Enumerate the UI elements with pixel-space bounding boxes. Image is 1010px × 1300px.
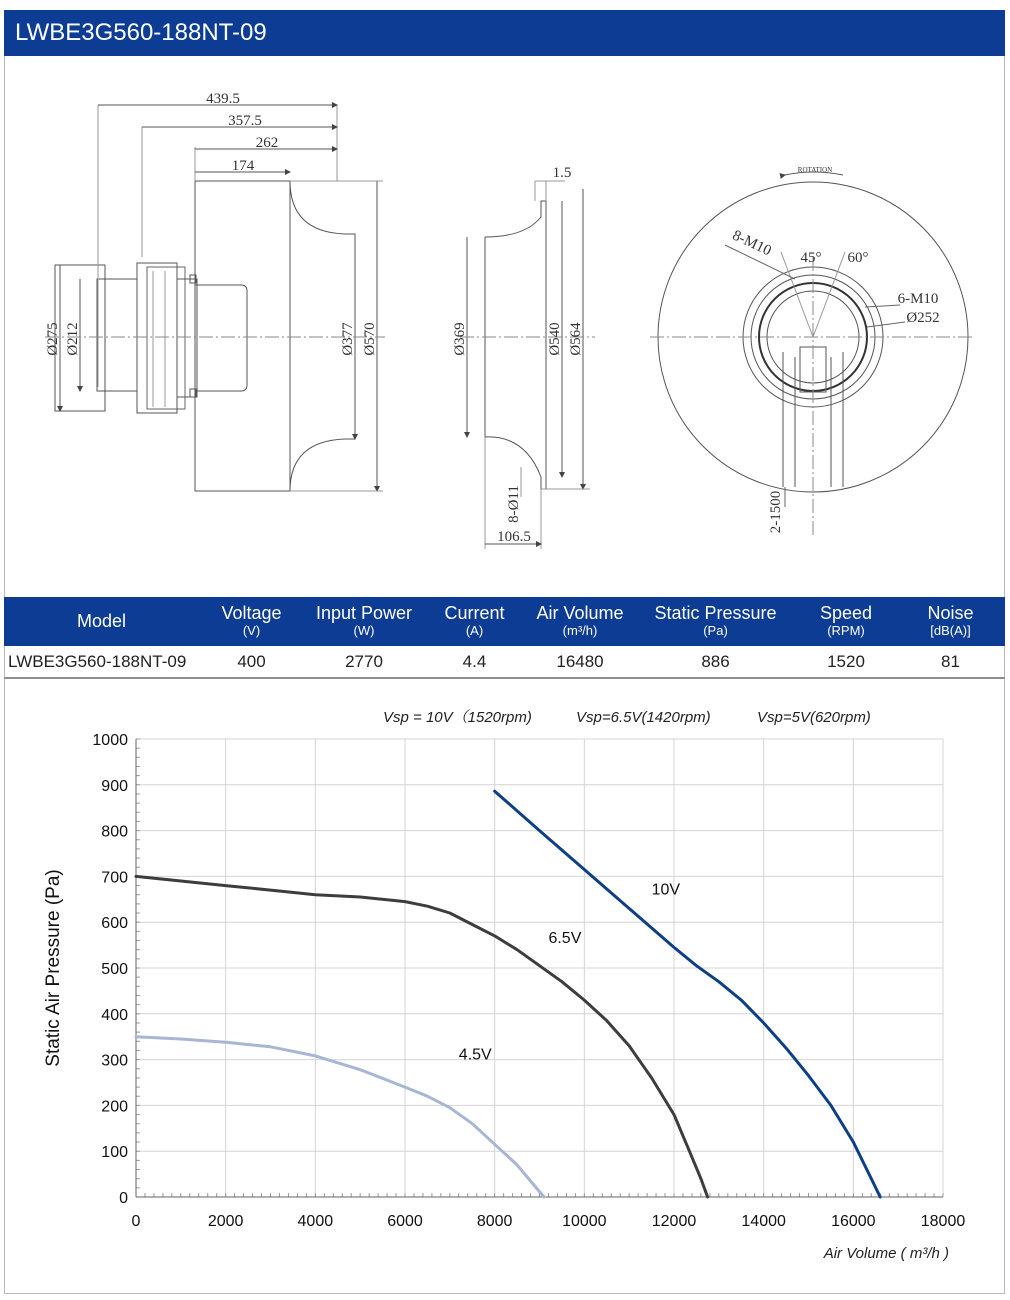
header-static-pressure: Static Pressure (Pa) xyxy=(654,603,777,638)
y-tick-label: 500 xyxy=(101,961,128,978)
y-tick-label: 700 xyxy=(101,869,128,887)
dim-1-5: 1.5 xyxy=(552,165,572,181)
y-tick-label: 100 xyxy=(101,1144,128,1162)
header-current: Current (A) xyxy=(444,603,505,638)
y-tick-label: 600 xyxy=(101,915,128,933)
series-label-6-5v: 6.5V xyxy=(548,929,582,947)
dim-2-1500: 2-1500 xyxy=(768,490,784,534)
spec-table xyxy=(4,597,1005,679)
rotation-label: ROTATION xyxy=(797,166,833,174)
cell-voltage: 400 xyxy=(237,651,266,671)
dim-570: Ø570 xyxy=(362,322,378,356)
header-model: Model xyxy=(76,611,127,631)
x-tick-label: 10000 xyxy=(562,1213,607,1230)
dim-252: Ø252 xyxy=(906,310,940,326)
y-tick-label: 1000 xyxy=(92,732,128,749)
dim-369: Ø369 xyxy=(452,322,468,356)
y-tick-label: 200 xyxy=(101,1098,128,1116)
table-row xyxy=(4,646,1005,678)
legend-5v: Vsp=5V(620rpm) xyxy=(757,709,871,726)
y-tick-label: 300 xyxy=(101,1052,128,1070)
spec-table-header xyxy=(4,597,1005,646)
legend-10v: Vsp = 10V（1520rpm) xyxy=(383,709,532,726)
y-tick-label: 900 xyxy=(101,777,128,795)
dim-60-deg: 60° xyxy=(847,250,869,266)
x-tick-label: 4000 xyxy=(297,1213,334,1230)
legend-6-5v: Vsp=6.5V(1420rpm) xyxy=(576,709,711,726)
dim-357-5: 357.5 xyxy=(228,113,262,129)
page-title: LWBE3G560-188NT-09 xyxy=(4,10,1005,56)
header-input-power: Input Power (W) xyxy=(315,603,413,638)
series-label-4-5v: 4.5V xyxy=(458,1046,492,1064)
dim-174: 174 xyxy=(231,158,255,174)
cell-input-power: 2770 xyxy=(345,651,383,671)
cell-static-pressure: 886 xyxy=(701,651,730,671)
y-tick-label: 400 xyxy=(101,1006,128,1024)
header-noise: Noise [dB(A)] xyxy=(927,603,974,638)
dim-275: Ø275 xyxy=(45,322,61,356)
cell-air-volume: 16480 xyxy=(556,651,604,671)
dim-8-11: 8-Ø11 xyxy=(506,485,522,523)
dim-377: Ø377 xyxy=(340,322,356,356)
series-line-10v xyxy=(495,791,881,1197)
dimension-drawing xyxy=(5,57,1004,595)
header-air-volume: Air Volume (m³/h) xyxy=(536,603,624,638)
dim-6-m10: 6-M10 xyxy=(897,291,939,307)
x-tick-label: 16000 xyxy=(831,1213,876,1230)
dim-8-m10: 8-M10 xyxy=(729,227,774,260)
dim-564: Ø564 xyxy=(568,322,584,356)
x-tick-label: 8000 xyxy=(476,1213,513,1230)
cell-speed: 1520 xyxy=(827,651,865,671)
dim-106-5: 106.5 xyxy=(497,529,531,545)
cell-model: LWBE3G560-188NT-09 xyxy=(8,651,187,671)
series-label-10v: 10V xyxy=(651,881,681,899)
x-tick-label: 18000 xyxy=(920,1213,966,1230)
series-line-6-5v xyxy=(136,876,708,1197)
header-voltage: Voltage (V) xyxy=(221,603,282,638)
x-tick-label: 6000 xyxy=(387,1213,423,1230)
dim-212: Ø212 xyxy=(65,322,81,356)
dim-45-deg: 45° xyxy=(800,250,822,266)
performance-chart xyxy=(5,682,1004,1292)
x-axis-label: Air Volume ( m³/h ) xyxy=(823,1245,949,1262)
x-tick-label: 14000 xyxy=(741,1213,786,1230)
dim-439-5: 439.5 xyxy=(206,91,240,107)
dim-262: 262 xyxy=(255,135,279,151)
dim-540: Ø540 xyxy=(547,322,563,356)
x-tick-label: 12000 xyxy=(651,1213,697,1230)
y-axis-label: Static Air Pressure (Pa) xyxy=(43,869,64,1067)
cell-noise: 81 xyxy=(941,651,960,671)
x-tick-label: 2000 xyxy=(207,1213,244,1230)
header-speed: Speed (RPM) xyxy=(819,603,873,638)
y-tick-label: 800 xyxy=(101,823,128,841)
y-tick-label: 0 xyxy=(119,1190,128,1207)
x-tick-label: 0 xyxy=(131,1213,141,1230)
cell-current: 4.4 xyxy=(462,651,487,671)
